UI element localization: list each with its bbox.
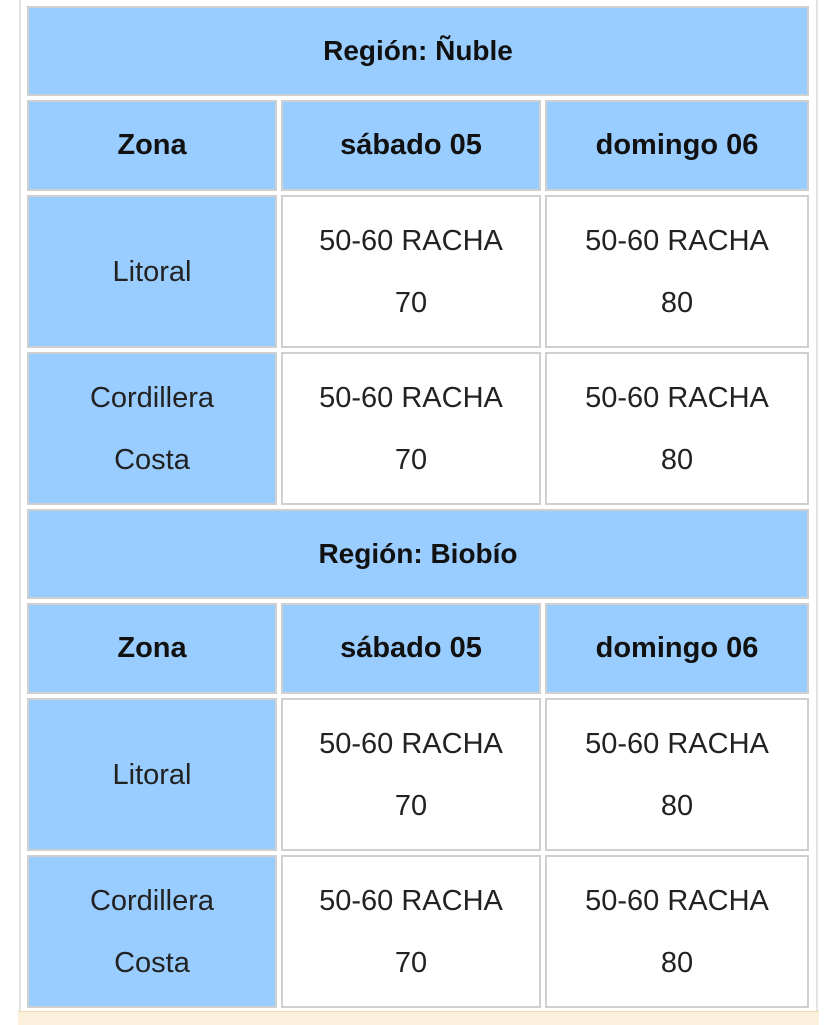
- gust-value: 80: [660, 443, 694, 476]
- column-header-row: [27, 603, 809, 694]
- region-title: Región: Ñuble: [27, 6, 809, 96]
- column-header-zona: Zona: [27, 100, 277, 191]
- gust-value: 80: [660, 789, 694, 822]
- zona-cell: [27, 855, 277, 1008]
- wind-range: 50-60 RACHA: [585, 727, 769, 760]
- gust-value: 80: [660, 286, 694, 319]
- zona-label: Litoral: [112, 758, 192, 791]
- zona-cell: [27, 698, 277, 851]
- domingo-cell: [545, 352, 809, 505]
- domingo-cell: [545, 855, 809, 1008]
- region-header-row: [27, 6, 809, 96]
- bottom-strip: [18, 1011, 819, 1025]
- zona-label: Costa: [114, 946, 190, 979]
- wind-range: 50-60 RACHA: [585, 381, 769, 414]
- wind-range: 50-60 RACHA: [585, 884, 769, 917]
- gust-value: 80: [660, 946, 694, 979]
- zona-cell: [27, 195, 277, 348]
- wind-forecast-table: [23, 2, 813, 1012]
- table-row: [27, 698, 809, 851]
- table-row: [27, 195, 809, 348]
- table-row: [27, 855, 809, 1008]
- gust-value: 70: [394, 946, 428, 979]
- sabado-cell: [281, 698, 541, 851]
- wind-range: 50-60 RACHA: [319, 224, 503, 257]
- column-header-sabado: sábado 05: [281, 100, 541, 191]
- sabado-cell: [281, 195, 541, 348]
- gust-value: 70: [394, 286, 428, 319]
- domingo-cell: [545, 195, 809, 348]
- sabado-cell: [281, 855, 541, 1008]
- column-header-row: [27, 100, 809, 191]
- sabado-cell: [281, 352, 541, 505]
- wind-range: 50-60 RACHA: [319, 381, 503, 414]
- zona-label: Cordillera: [89, 381, 215, 414]
- region-header-row: [27, 509, 809, 599]
- table-row: [27, 352, 809, 505]
- zona-label: Cordillera: [89, 884, 215, 917]
- wind-range: 50-60 RACHA: [319, 884, 503, 917]
- zona-label: Litoral: [112, 255, 192, 288]
- column-header-sabado: sábado 05: [281, 603, 541, 694]
- region-title: Región: Biobío: [27, 509, 809, 599]
- wind-range: 50-60 RACHA: [585, 224, 769, 257]
- column-header-domingo: domingo 06: [545, 603, 809, 694]
- gust-value: 70: [394, 789, 428, 822]
- wind-range: 50-60 RACHA: [319, 727, 503, 760]
- column-header-domingo: domingo 06: [545, 100, 809, 191]
- zona-cell: [27, 352, 277, 505]
- domingo-cell: [545, 698, 809, 851]
- column-header-zona: Zona: [27, 603, 277, 694]
- zona-label: Costa: [114, 443, 190, 476]
- gust-value: 70: [394, 443, 428, 476]
